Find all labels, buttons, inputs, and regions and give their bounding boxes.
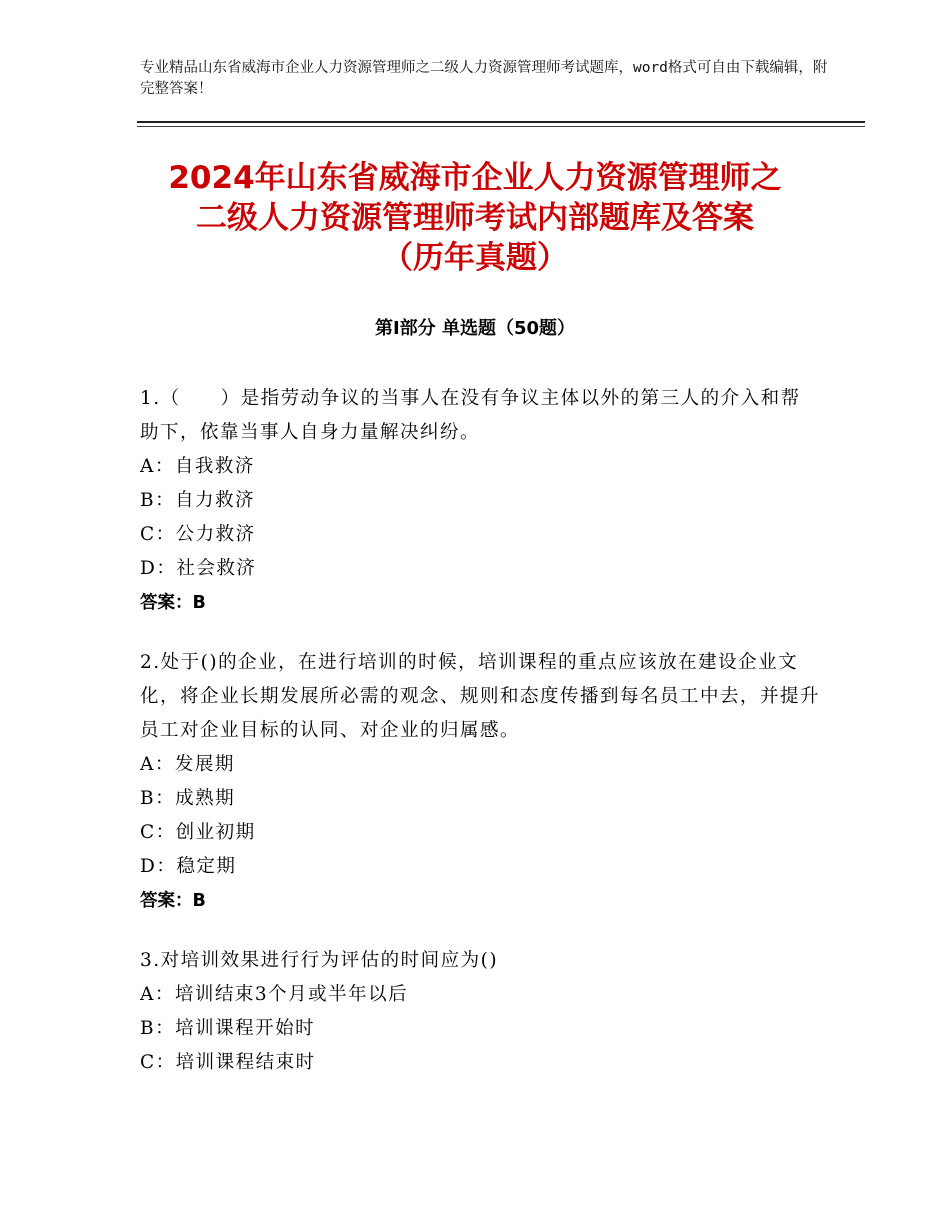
option-c: C：培训课程结束时 [140,1052,316,1073]
option-d: D：稳定期 [140,856,237,877]
option-d: D：社会救济 [140,558,257,579]
option-b: B：自力救济 [140,490,256,511]
question-1 [140,382,820,620]
question-text: 3.对培训效果进行行为评估的时间应为() [140,950,499,971]
option-c: C：创业初期 [140,822,256,843]
header-divider-thick [137,121,865,123]
part-heading: 第Ⅰ部分 单选题（50题） [374,318,575,339]
option-b: B：培训课程开始时 [140,1018,316,1039]
question-text: 1.（ ）是指劳动争议的当事人在没有争议主体以外的第三人的介入和帮助下，依靠当事人自身力量解决纠纷。 [140,388,801,443]
option-b: B：成熟期 [140,788,236,809]
answer: 答案：B [140,593,206,613]
option-a: A：培训结束3个月或半年以后 [140,984,409,1005]
option-c: C：公力救济 [140,524,256,545]
option-a: A：发展期 [140,754,235,775]
document-title [120,158,830,278]
title-line-3: （历年真题） [382,240,568,276]
answer: 答案：B [140,891,206,911]
title-line-2: 二级人力资源管理师考试内部题库及答案 [196,200,754,236]
question-2 [140,646,820,918]
title-line-1: 2024年山东省威海市企业人力资源管理师之 [168,160,782,196]
question-text: 2.处于()的企业，在进行培训的时候，培训课程的重点应该放在建设企业文化，将企业长期发展所必需的观念、规则和态度传播到每名员工中去，并提升员工对企业目标的认同、对企业的归属感。 [140,652,821,741]
question-3 [140,944,820,1080]
option-a: A：自我救济 [140,456,255,477]
question-list [140,382,820,1106]
header-note: 专业精品山东省威海市企业人力资源管理师之二级人力资源管理师考试题库，word格式可自由下载编辑，附完整答案！ [140,60,828,97]
header-divider-thin [137,126,865,127]
